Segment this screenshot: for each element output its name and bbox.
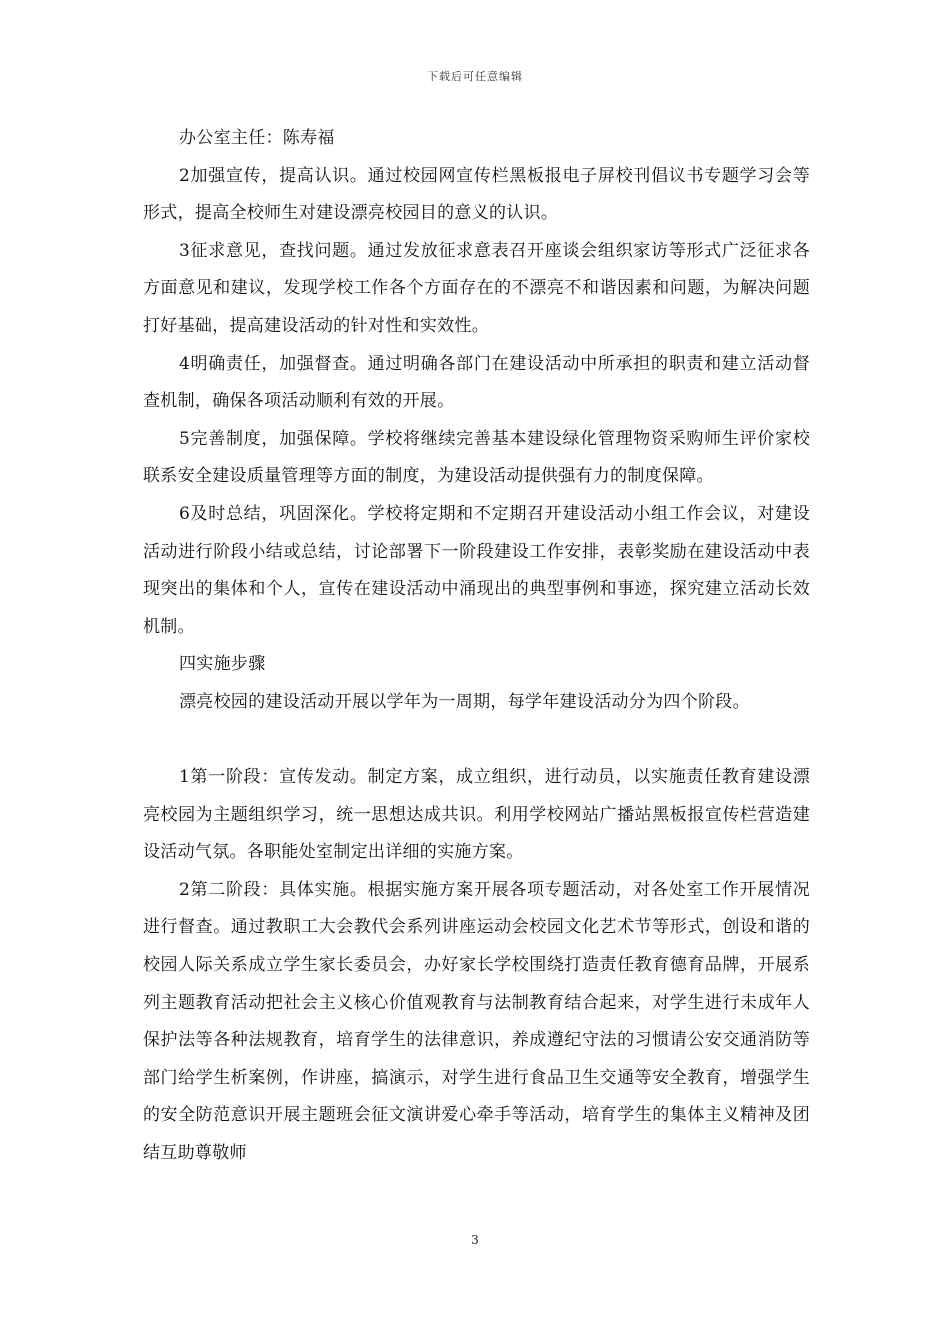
- document-body: [143, 120, 810, 1173]
- paragraph-cycle-intro: 漂亮校园的建设活动开展以学年为一周期，每学年建设活动分为四个阶段。: [179, 691, 750, 712]
- paragraph-solicit-opinions: 3征求意见，查找问题。通过发放征求意表召开座谈会组织家访等形式广泛征求各方面意见和建议，发现学校工作各个方面存在的不漂亮不和谐因素和问题，为解决问题打好基础，提高建设活动的针对性和实效性。: [143, 240, 810, 336]
- paragraph-summary: 6及时总结，巩固深化。学校将定期和不定期召开建设活动小组工作会议，对建设活动进行阶段小结或总结，讨论部署下一阶段建设工作安排，表彰奖励在建设活动中表现突出的集体和个人，宣传在建设活动中涌现出的典型事例和事迹，探究建立活动长效机制。: [143, 503, 810, 637]
- paragraph-responsibility: 4明确责任，加强督查。通过明确各部门在建设活动中所承担的职责和建立活动督查机制，确保各项活动顺利有效的开展。: [143, 353, 810, 412]
- paragraph-stage-one: 1第一阶段：宣传发动。制定方案，成立组织，进行动员，以实施责任教育建设漂亮校园为主题组织学习，统一思想达成共识。利用学校网站广播站黑板报宣传栏营造建设活动气氛。各职能处室制定出详细的实施方案。: [143, 767, 810, 863]
- office-director-line: 办公室主任：陈寿福: [179, 128, 335, 148]
- page-number: 3: [471, 1233, 479, 1247]
- paragraph-publicity: 2加强宣传，提高认识。通过校园网宣传栏黑板报电子屏校刊倡议书专题学习会等形式，提高全校师生对建设漂亮校园目的意义的认识。: [143, 165, 810, 224]
- page-header: 下载后可任意编辑: [427, 70, 523, 83]
- section-heading-implementation: 四实施步骤: [179, 654, 266, 675]
- blank-line: [143, 722, 810, 760]
- paragraph-system: 5完善制度，加强保障。学校将继续完善基本建设绿化管理物资采购师生评价家校联系安全建设质量管理等方面的制度，为建设活动提供强有力的制度保障。: [143, 428, 810, 487]
- paragraph-stage-two: 2第二阶段：具体实施。根据实施方案开展各项专题活动，对各处室工作开展情况进行督查。通过教职工大会教代会系列讲座运动会校园文化艺术节等形式，创设和谐的校园人际关系成立学生家长委员会，办好家长学校围绕打造责任教育德育品牌，开展系列主题教育活动把社会主义核心价值观教育与法制教育结合起来，对学生进行未成年人保护法等各种法规教育，培育学生的法律意识，养成遵纪守法的习惯请公安交通消防等部门给学生析案例，作讲座，搞演示，对学生进行食品卫生交通等安全教育，增强学生的安全防范意识开展主题班会征文演讲爱心牵手等活动，培育学生的集体主义精神及团结互助尊敬师: [143, 879, 810, 1164]
